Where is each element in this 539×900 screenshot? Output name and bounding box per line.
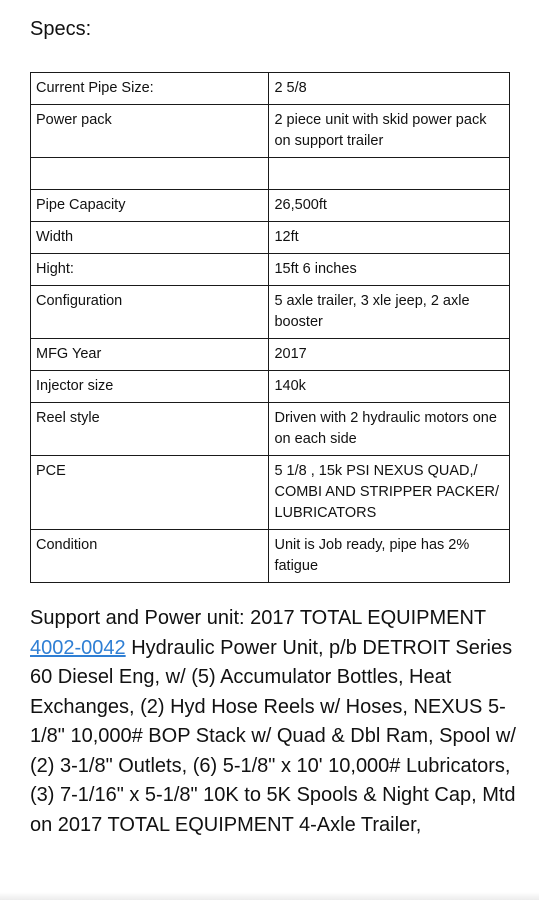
paragraph-text-before-link: Support and Power unit: 2017 TOTAL EQUIPMENT <box>30 607 486 629</box>
table-row <box>31 456 510 530</box>
spec-value: 26,500ft <box>269 190 510 222</box>
table-row-empty <box>31 158 510 190</box>
spec-label: Current Pipe Size: <box>31 73 269 105</box>
paragraph-text-after-link: Hydraulic Power Unit, p/b DETROIT Series 60 Diesel Eng, w/ (5) Accumulator Bottles, Heat Exchanges, (2) Hyd Hose Reels w/ Hoses, NEXUS 5-1/8" 10,000# BOP Stack w/ Quad & Dbl Ram, Spool w/ (2) 3-1/8" Outlets, (6) 5-1/8" x 10' 10,000# Lubricators, (3) 7-1/16" x 5-1/8" 10K to 5K Spools & Night Cap, Mtd on 2017 TOTAL EQUIPMENT 4-Axle Trailer, <box>30 636 516 836</box>
part-number-link[interactable]: 4002-0042 <box>30 636 126 659</box>
spec-value: 5 1/8 , 15k PSI NEXUS QUAD,/ COMBI AND STRIPPER PACKER/ LUBRICATORS <box>269 456 510 530</box>
spec-label: Power pack <box>31 105 269 158</box>
spec-value: 12ft <box>269 222 510 254</box>
table-row <box>31 254 510 286</box>
table-row <box>31 530 510 583</box>
spec-label: Width <box>31 222 269 254</box>
spec-label: MFG Year <box>31 339 269 371</box>
table-row <box>31 403 510 456</box>
specs-table <box>30 72 510 583</box>
spec-label: Injector size <box>31 371 269 403</box>
support-power-unit-paragraph <box>30 604 520 840</box>
spec-label <box>31 158 269 190</box>
spec-value: 140k <box>269 371 510 403</box>
table-row <box>31 371 510 403</box>
table-row <box>31 73 510 105</box>
table-row <box>31 339 510 371</box>
spec-value: 2 5/8 <box>269 73 510 105</box>
spec-value: 2 piece unit with skid power pack on support trailer <box>269 105 510 158</box>
spec-value: 5 axle trailer, 3 xle jeep, 2 axle booster <box>269 286 510 339</box>
bottom-edge-shadow <box>0 892 539 900</box>
spec-label: Hight: <box>31 254 269 286</box>
specs-heading: Specs: <box>30 18 92 40</box>
spec-label: Pipe Capacity <box>31 190 269 222</box>
spec-label: Configuration <box>31 286 269 339</box>
spec-value: 2017 <box>269 339 510 371</box>
table-row <box>31 105 510 158</box>
spec-value: Driven with 2 hydraulic motors one on each side <box>269 403 510 456</box>
spec-label: Reel style <box>31 403 269 456</box>
table-row <box>31 190 510 222</box>
spec-value: Unit is Job ready, pipe has 2% fatigue <box>269 530 510 583</box>
table-row <box>31 222 510 254</box>
spec-value: 15ft 6 inches <box>269 254 510 286</box>
spec-value <box>269 158 510 190</box>
table-row <box>31 286 510 339</box>
spec-label: PCE <box>31 456 269 530</box>
spec-label: Condition <box>31 530 269 583</box>
